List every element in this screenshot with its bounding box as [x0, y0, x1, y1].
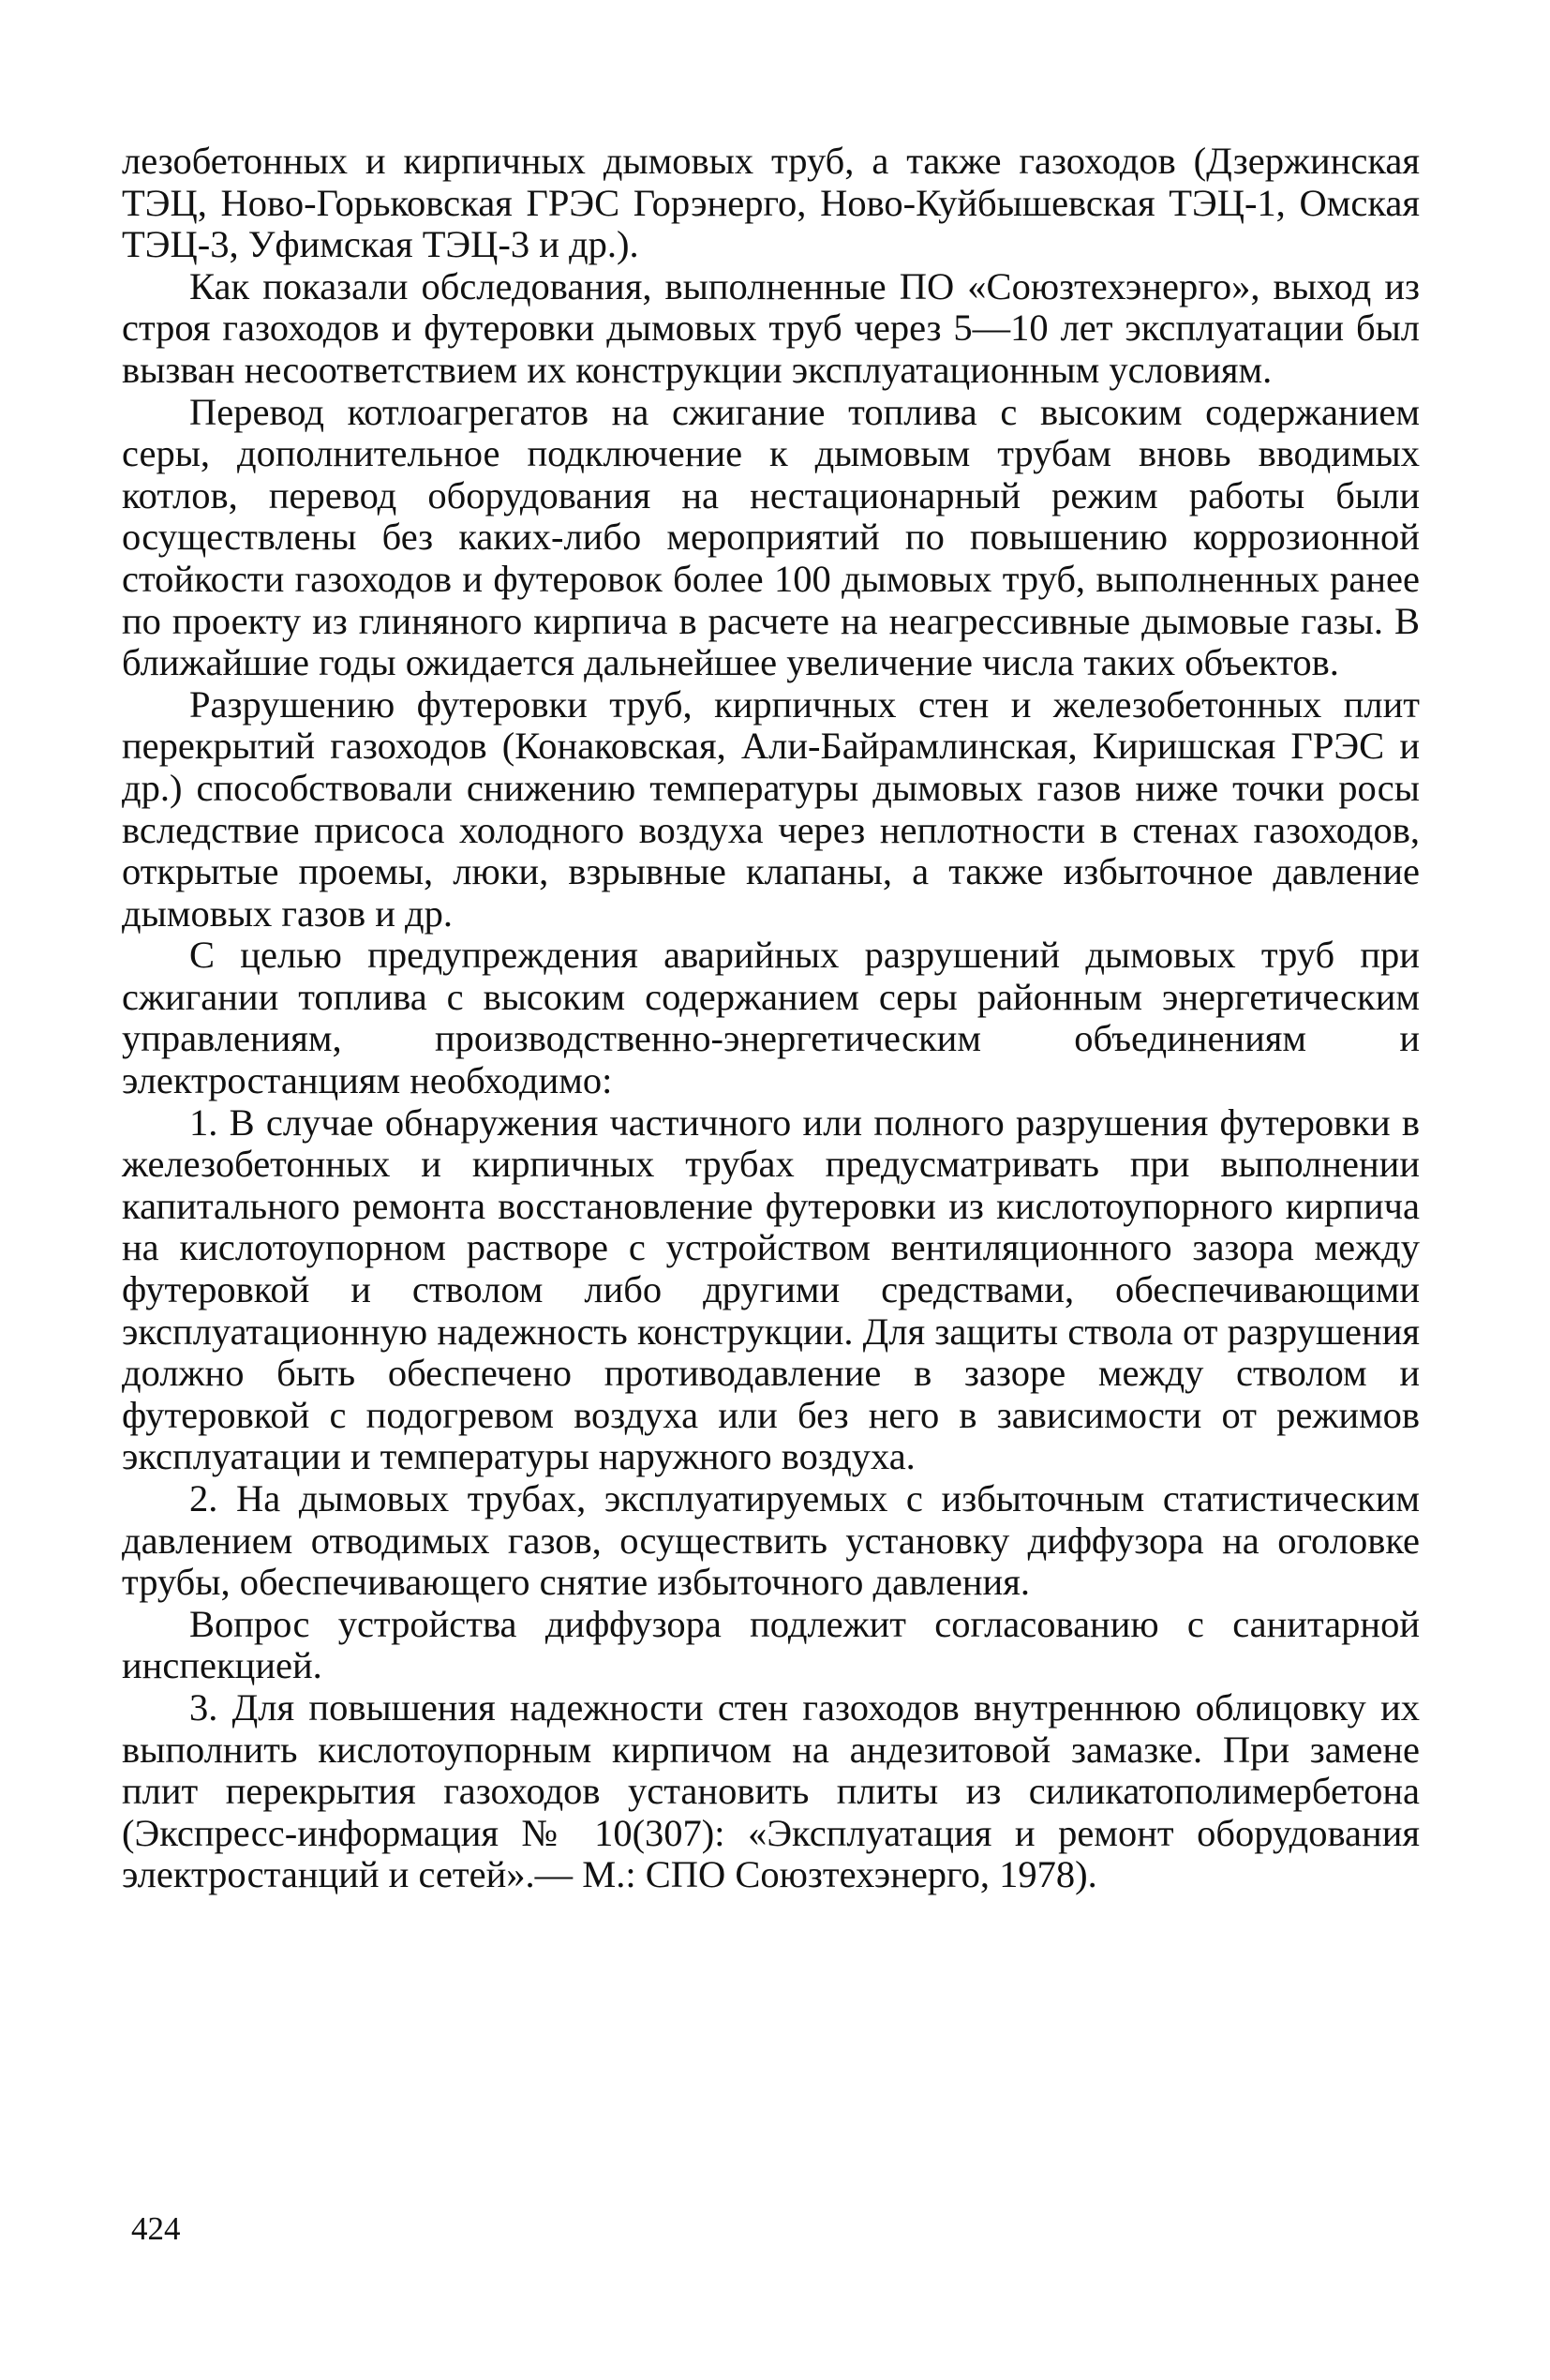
page-number: 424: [131, 2210, 181, 2247]
list-item-3: 3. Для повышения надежности стен газоходов внутреннюю облицовку их выполнить кислотоупорным кирпичом на андезитовой замазке. При замене плит перекрытия газоходов установить плиты из силикатополимербетона (Экспресс-информация № 10(307): «Эксплуатация и ремонт оборудования электростанций и сетей».— М.: СПО Союзтехэнерго, 1978).: [122, 1685, 1420, 1896]
body-text: [122, 141, 1420, 1896]
paragraph-boiler-conversion: Перевод котлоагрегатов на сжигание топлива с высоким содержанием серы, дополнительное подключение к дымовым трубам вновь вводимых котлов, перевод оборудования на нестационарный режим работы были осуществлены без каких-либо мероприятий по повышению коррозионной стойкости газоходов и футеровок более 100 дымовых труб, выполненных ранее по проекту из глиняного кирпича в расчете на неагрессивные дымовые газы. В ближайшие годы ожидается дальнейшее увеличение числа таких объектов.: [122, 390, 1420, 684]
list-item-2: 2. На дымовых трубах, эксплуатируемых с избыточным статистическим давлением отводимых газов, осуществить установку диффузора на оголовке трубы, обеспечивающего снятие избыточного давления.: [122, 1477, 1420, 1604]
paragraph-prevention-intro: С целью предупреждения аварийных разрушений дымовых труб при сжигании топлива с высоким содержанием серы районным энергетическим управлениям, производственно-энергетическим объединениям и электростанциям необходимо:: [122, 934, 1420, 1102]
paragraph-lining-destruction: Разрушению футеровки труб, кирпичных стен и железобетонных плит перекрытий газоходов (Конаковская, Али-Байрамлинская, Киришская ГРЭС и др.) способствовали снижению температуры дымовых газов ниже точки росы вследствие присоса холодного воздуха через неплотности в стенах газоходов, открытые проемы, люки, взрывные клапаны, а также избыточное давление дымовых газов и др.: [122, 682, 1420, 935]
paragraph-continuation: лезобетонных и кирпичных дымовых труб, а также газоходов (Дзержинская ТЭЦ, Ново-Горьковская ГРЭС Горэнерго, Ново-Куйбышевская ТЭЦ-1, Омская ТЭЦ-3, Уфимская ТЭЦ-3 и др.).: [122, 140, 1420, 266]
paragraph-survey-results: Как показали обследования, выполненные ПО «Союзтехэнерго», выход из строя газоходов и футеровки дымовых труб через 5—10 лет эксплуатации был вызван несоответствием их конструкции эксплуатационным условиям.: [122, 264, 1420, 391]
paragraph-diffuser-note: Вопрос устройства диффузора подлежит согласованию с санитарной инспекцией.: [122, 1602, 1420, 1687]
list-item-1: 1. В случае обнаружения частичного или полного разрушения футеровки в железобетонных и кирпичных трубах предусматривать при выполнении капитального ремонта восстановление футеровки из кислотоупорного кирпича на кислотоупорном растворе с устройством вентиляционного зазора между футеровкой и стволом либо другими средствами, обеспечивающими эксплуатационную надежность конструкции. Для защиты ствола от разрушения должно быть обеспечено противодавление в зазоре между стволом и футеровкой с подогревом воздуха или без него в зависимости от режимов эксплуатации и температуры наружного воздуха.: [122, 1100, 1420, 1478]
